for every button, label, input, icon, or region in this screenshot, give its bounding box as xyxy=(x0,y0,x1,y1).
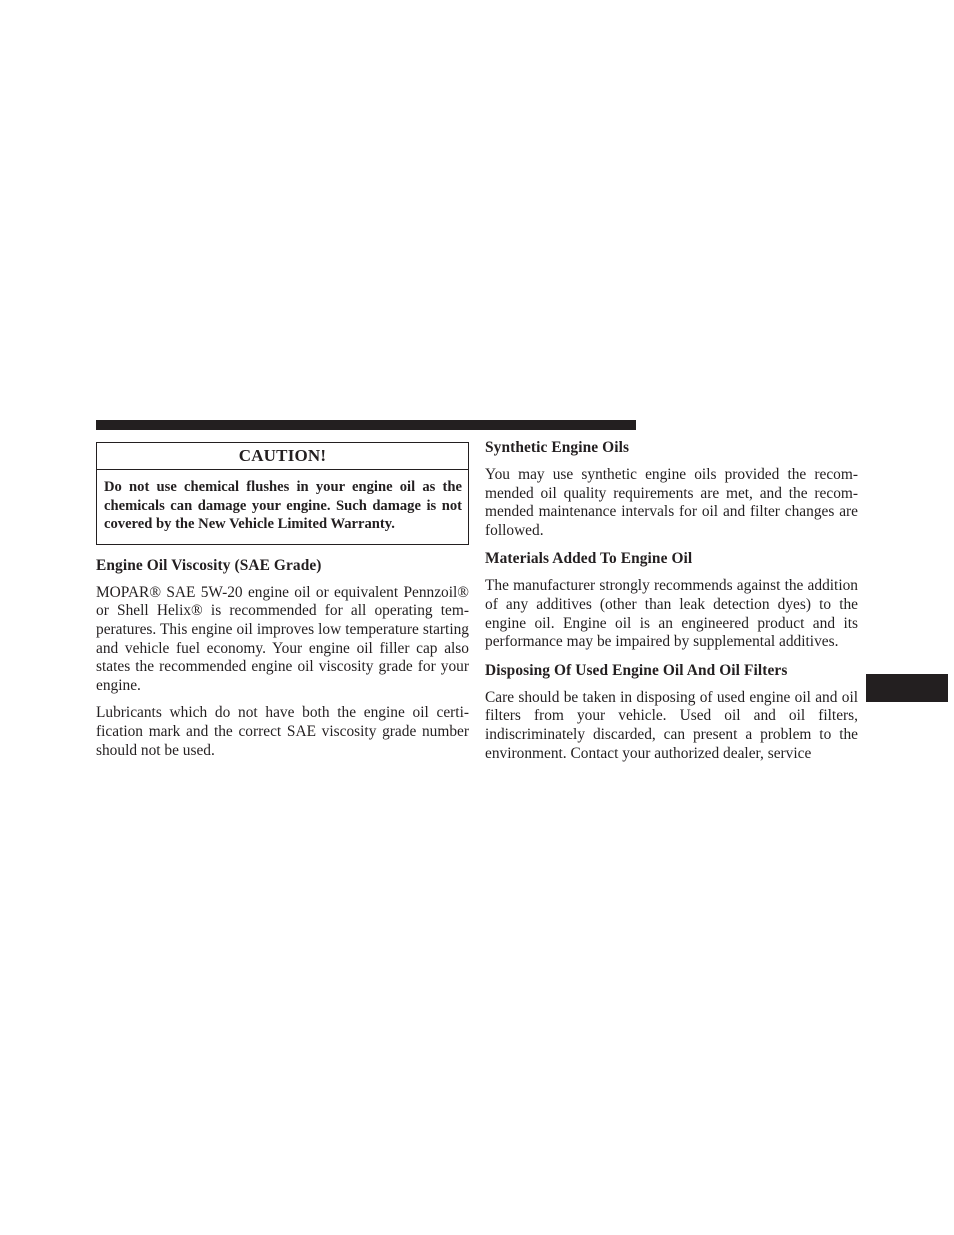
paragraph: You may use synthetic engine oils provided the recommended oil quality requirements are met, and the recommended maintenance intervals for oil and filter changes are followed. xyxy=(485,466,858,539)
heading-engine-oil-viscosity: Engine Oil Viscosity (SAE Grade) xyxy=(96,556,322,574)
heading-synthetic-engine-oils: Synthetic Engine Oils xyxy=(485,439,630,456)
heading-materials-added: Materials Added To Engine Oil xyxy=(485,550,693,568)
left-column xyxy=(96,442,469,760)
caution-box xyxy=(96,442,469,545)
paragraph: Lubricants which do not have both the engine oil certification mark and the correct SAE viscosity grade number should not be used. xyxy=(96,704,469,759)
header-rule xyxy=(96,420,636,430)
heading-disposing-used-oil: Disposing Of Used Engine Oil And Oil Filters xyxy=(485,661,788,679)
caution-body: Do not use chemical flushes in your engine oil as the chemicals can damage your engine. Such damage is not covered by the New Vehicle Limited Warranty. xyxy=(104,479,462,533)
paragraph: Care should be taken in disposing of used engine oil and oil filters from your vehicle. Used oil and oil filters, indiscriminately discarded, can present a problem to the environment. Contact your authorized dealer, service xyxy=(485,688,858,762)
right-column xyxy=(485,438,858,763)
caution-title: CAUTION! xyxy=(97,443,468,470)
paragraph: MOPAR® SAE 5W-20 engine oil or equivalent Pennzoil® or Shell Helix® is recommended for all operating temperatures. This engine oil improves low temperature starting and vehicle fuel economy. Your engine oil filler cap also states the recommended engine oil viscosity grade for your engine. xyxy=(96,583,469,694)
chapter-tab xyxy=(866,674,948,702)
paragraph: The manufacturer strongly recommends against the addition of any additives (other than leak detection dyes) to the engine oil. Engine oil is an engineered product and its performance may be impaired by supplemental additives. xyxy=(485,577,858,651)
